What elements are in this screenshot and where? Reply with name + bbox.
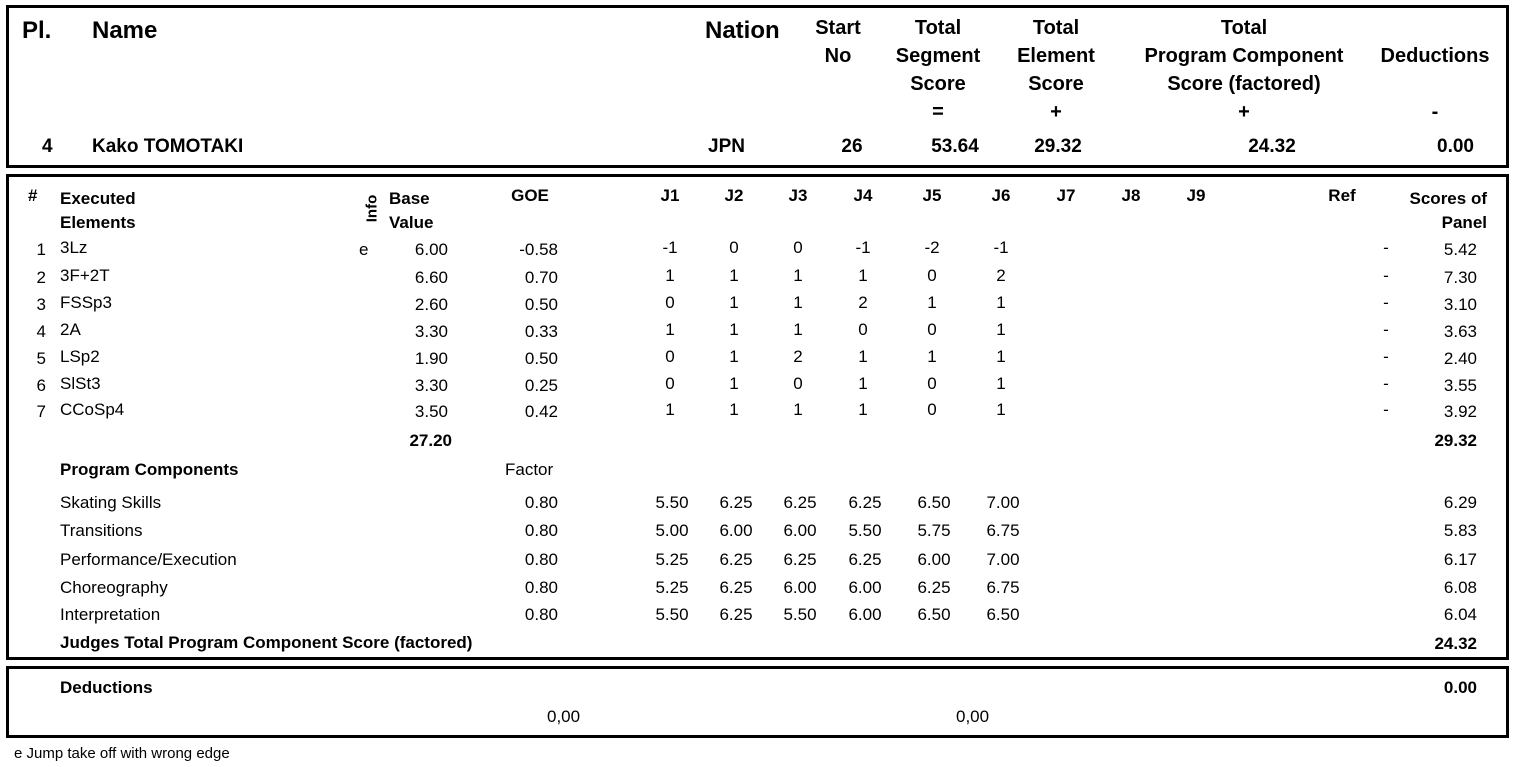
goe-header: GOE <box>511 186 549 205</box>
element-base-value: 1.90 <box>414 349 448 368</box>
info-header: Info <box>363 194 381 223</box>
component-judge-score: 5.50 <box>848 521 882 540</box>
element-judge-score: -1 <box>993 238 1009 257</box>
component-judge-score: 6.00 <box>783 521 817 540</box>
element-judge-score: 1 <box>858 266 868 285</box>
element-name: CCoSp4 <box>60 400 125 419</box>
skater-tss: 53.64 <box>931 136 979 157</box>
element-ref: - <box>1383 266 1389 285</box>
element-panel-score: 3.10 <box>1443 295 1477 314</box>
component-judge-score: 6.75 <box>986 578 1020 597</box>
element-judge-score: 0 <box>858 320 868 339</box>
tes-total: 29.32 <box>1434 431 1477 450</box>
element-number: 4 <box>36 322 46 341</box>
component-judge-score: 5.25 <box>655 550 689 569</box>
component-panel-score: 6.29 <box>1443 493 1477 512</box>
element-judge-score: 2 <box>858 293 868 312</box>
element-number: 1 <box>36 240 46 259</box>
element-goe: 0.42 <box>524 402 558 421</box>
element-judge-score: 1 <box>729 293 739 312</box>
element-number: 7 <box>36 402 46 421</box>
element-judge-score: 1 <box>927 347 937 366</box>
component-judge-score: 6.00 <box>848 605 882 624</box>
component-judge-score: 5.50 <box>655 493 689 512</box>
judge-header-7: J7 <box>1056 186 1076 205</box>
element-judge-score: -1 <box>662 238 678 257</box>
component-judge-score: 6.25 <box>783 493 817 512</box>
tss-header: Total Segment Score = <box>895 17 981 123</box>
component-judge-score: 6.25 <box>719 605 753 624</box>
element-judge-score: 1 <box>729 400 739 419</box>
component-judge-score: 6.25 <box>719 493 753 512</box>
component-factor: 0.80 <box>524 578 558 597</box>
name-header: Name <box>92 17 158 44</box>
element-base-value: 6.00 <box>414 240 448 259</box>
component-judge-score: 6.00 <box>848 578 882 597</box>
judge-header-5: J5 <box>922 186 942 205</box>
element-ref: - <box>1383 320 1389 339</box>
component-factor: 0.80 <box>524 550 558 569</box>
judge-header-1: J1 <box>660 186 680 205</box>
component-factor: 0.80 <box>524 521 558 540</box>
component-judge-score: 6.25 <box>783 550 817 569</box>
element-judge-score: -1 <box>855 238 871 257</box>
element-base-value: 3.50 <box>414 402 448 421</box>
element-judge-score: 1 <box>665 320 675 339</box>
element-judge-score: 1 <box>793 320 803 339</box>
element-judge-score: 1 <box>793 293 803 312</box>
element-ref: - <box>1383 400 1389 419</box>
judge-header-3: J3 <box>788 186 808 205</box>
component-factor: 0.80 <box>524 493 558 512</box>
judge-header-9: J9 <box>1186 186 1206 205</box>
scores-of-panel-header: Scores of Panel <box>1409 189 1487 232</box>
element-judge-score: 1 <box>665 400 675 419</box>
element-number: 6 <box>36 376 46 395</box>
element-judge-score: 0 <box>729 238 739 257</box>
element-judge-score: 1 <box>858 347 868 366</box>
element-base-value: 6.60 <box>414 268 448 287</box>
component-judge-score: 6.75 <box>986 521 1020 540</box>
component-factor: 0.80 <box>524 605 558 624</box>
component-name: Performance/Execution <box>60 550 237 569</box>
element-judge-score: 0 <box>927 374 937 393</box>
component-judge-score: 5.50 <box>783 605 817 624</box>
pcs-total: 24.32 <box>1434 634 1477 653</box>
element-goe: 0.50 <box>524 295 558 314</box>
element-judge-score: 2 <box>793 347 803 366</box>
deduction-value-1: 0,00 <box>547 707 581 726</box>
program-components-label: Program Components <box>60 460 239 479</box>
element-base-value: 3.30 <box>414 376 448 395</box>
element-judge-score: 1 <box>927 293 937 312</box>
element-judge-score: 1 <box>729 347 739 366</box>
element-number: 2 <box>36 268 46 287</box>
element-name: 3Lz <box>60 238 88 257</box>
executed-elements-header: Executed Elements <box>60 189 136 232</box>
pcs-header: Total Program Component Score (factored) + <box>1144 17 1344 123</box>
element-number: 5 <box>36 349 46 368</box>
element-judge-score: 0 <box>927 266 937 285</box>
component-judge-score: 5.25 <box>655 578 689 597</box>
element-judge-score: 1 <box>858 400 868 419</box>
element-panel-score: 3.55 <box>1443 376 1477 395</box>
element-judge-score: 0 <box>793 374 803 393</box>
component-judge-score: 6.25 <box>719 578 753 597</box>
element-judge-score: 1 <box>793 266 803 285</box>
element-judge-score: 0 <box>927 400 937 419</box>
element-name: 2A <box>60 320 81 339</box>
element-judge-score: 0 <box>927 320 937 339</box>
element-info: e <box>359 240 369 259</box>
component-judge-score: 5.00 <box>655 521 689 540</box>
element-ref: - <box>1383 293 1389 312</box>
deductions-box <box>6 666 1509 738</box>
nation-header: Nation <box>705 17 780 44</box>
element-goe: 0.25 <box>524 376 558 395</box>
element-panel-score: 3.63 <box>1443 322 1477 341</box>
element-name: FSSp3 <box>60 293 112 312</box>
element-number: 3 <box>36 295 46 314</box>
element-panel-score: 2.40 <box>1443 349 1477 368</box>
component-name: Transitions <box>60 521 143 540</box>
component-panel-score: 6.17 <box>1443 550 1477 569</box>
element-judge-score: 0 <box>665 374 675 393</box>
component-judge-score: 6.50 <box>917 493 951 512</box>
element-base-value: 2.60 <box>414 295 448 314</box>
pl-header: Pl. <box>22 17 52 44</box>
num-header: # <box>28 186 38 205</box>
component-judge-score: 6.00 <box>719 521 753 540</box>
element-judge-score: 1 <box>729 320 739 339</box>
skater-start-no: 26 <box>841 136 863 157</box>
component-judge-score: 6.25 <box>848 550 882 569</box>
element-name: 3F+2T <box>60 266 110 285</box>
element-judge-score: 1 <box>996 374 1006 393</box>
element-judge-score: 0 <box>665 293 675 312</box>
component-name: Interpretation <box>60 605 161 624</box>
element-judge-score: 1 <box>793 400 803 419</box>
element-panel-score: 5.42 <box>1443 240 1477 259</box>
component-name: Choreography <box>60 578 168 597</box>
element-goe: -0.58 <box>519 240 558 259</box>
component-judge-score: 6.00 <box>783 578 817 597</box>
deductions-total: 0.00 <box>1443 678 1477 697</box>
ref-header: Ref <box>1328 186 1356 205</box>
element-judge-score: 1 <box>996 347 1006 366</box>
deductions-label: Deductions <box>60 678 153 697</box>
element-judge-score: 1 <box>858 374 868 393</box>
component-judge-score: 7.00 <box>986 493 1020 512</box>
start-no-header: Start No <box>815 17 861 67</box>
element-judge-score: 1 <box>729 266 739 285</box>
pcs-total-label: Judges Total Program Component Score (factored) <box>60 633 473 652</box>
skater-deductions: 0.00 <box>1437 136 1474 157</box>
component-judge-score: 7.00 <box>986 550 1020 569</box>
factor-header: Factor <box>505 460 554 479</box>
component-judge-score: 6.25 <box>719 550 753 569</box>
element-ref: - <box>1383 374 1389 393</box>
element-judge-score: 1 <box>996 400 1006 419</box>
judge-header-8: J8 <box>1121 186 1141 205</box>
component-judge-score: 6.25 <box>848 493 882 512</box>
deduction-value-2: 0,00 <box>956 707 990 726</box>
component-judge-score: 6.00 <box>917 550 951 569</box>
element-goe: 0.70 <box>524 268 558 287</box>
component-panel-score: 5.83 <box>1443 521 1477 540</box>
component-judge-score: 6.25 <box>917 578 951 597</box>
element-ref: - <box>1383 347 1389 366</box>
skater-name: Kako TOMOTAKI <box>92 136 244 157</box>
element-judge-score: 0 <box>665 347 675 366</box>
skater-tes: 29.32 <box>1034 136 1082 157</box>
element-judge-score: -2 <box>924 238 940 257</box>
judge-header-6: J6 <box>991 186 1011 205</box>
judge-header-4: J4 <box>853 186 873 205</box>
tes-header: Total Element Score + <box>1017 17 1095 123</box>
judge-header-2: J2 <box>724 186 744 205</box>
element-judge-score: 1 <box>996 293 1006 312</box>
element-panel-score: 7.30 <box>1443 268 1477 287</box>
component-judge-score: 5.50 <box>655 605 689 624</box>
element-goe: 0.33 <box>524 322 558 341</box>
element-base-value: 3.30 <box>414 322 448 341</box>
footnote: e Jump take off with wrong edge <box>14 745 230 762</box>
component-judge-score: 5.75 <box>917 521 951 540</box>
skater-nation: JPN <box>708 136 745 157</box>
deductions-header: Deductions - <box>1380 45 1490 123</box>
base-value-header: Base Value <box>389 189 434 232</box>
component-panel-score: 6.08 <box>1443 578 1477 597</box>
element-name: LSp2 <box>60 347 100 366</box>
element-goe: 0.50 <box>524 349 558 368</box>
component-judge-score: 6.50 <box>986 605 1020 624</box>
element-panel-score: 3.92 <box>1443 402 1477 421</box>
element-judge-score: 1 <box>665 266 675 285</box>
skater-rank: 4 <box>42 136 53 157</box>
skater-pcs: 24.32 <box>1248 136 1296 157</box>
element-judge-score: 0 <box>793 238 803 257</box>
component-name: Skating Skills <box>60 493 162 512</box>
element-name: SlSt3 <box>60 374 101 393</box>
element-judge-score: 1 <box>729 374 739 393</box>
base-value-total: 27.20 <box>409 431 452 450</box>
element-ref: - <box>1383 238 1389 257</box>
component-judge-score: 6.50 <box>917 605 951 624</box>
element-judge-score: 2 <box>996 266 1006 285</box>
component-panel-score: 6.04 <box>1443 605 1477 624</box>
element-judge-score: 1 <box>996 320 1006 339</box>
